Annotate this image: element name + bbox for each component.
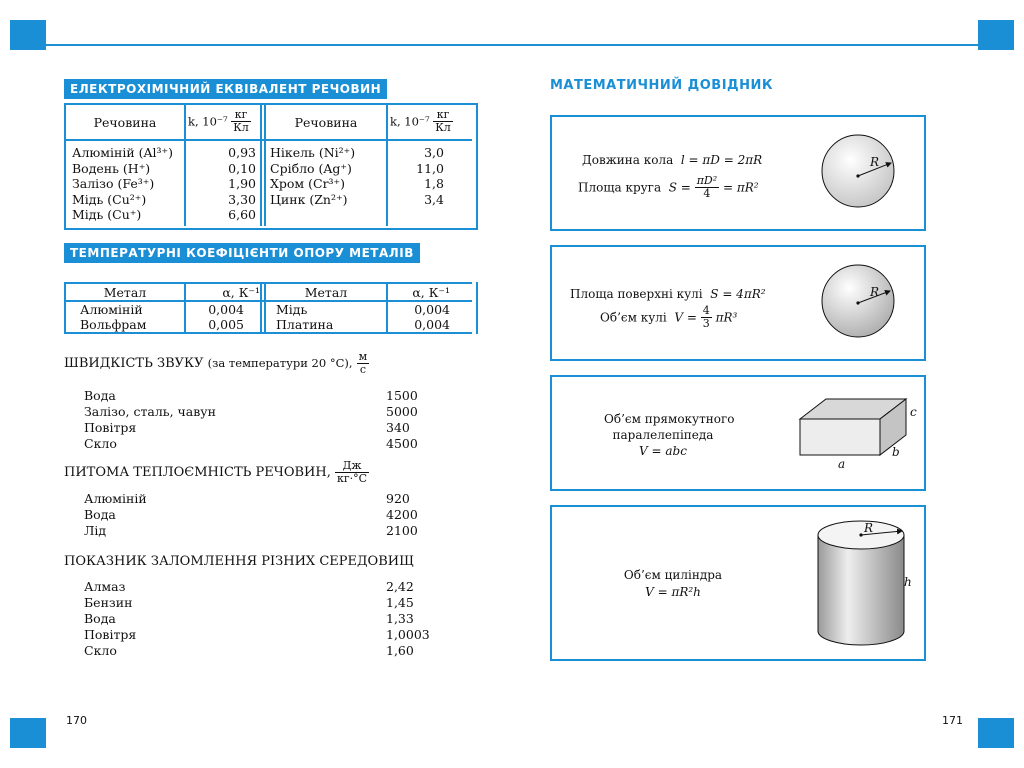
table-cell: Водень (H⁺)	[72, 160, 151, 176]
table-cell: Нікель (Ni²⁺)	[270, 145, 356, 160]
list-item: Вода 1500	[84, 388, 418, 403]
table2-heading: ТЕМПЕРАТУРНІ КОЕФІЦІЄНТИ ОПОРУ МЕТАЛІВ	[64, 243, 420, 263]
cylinder-text: Об’єм циліндра V = πR²h	[623, 568, 723, 599]
edge-c-label: c	[910, 405, 917, 419]
resistance-table	[64, 282, 478, 334]
electrochem-table	[64, 103, 478, 230]
circle-area-text: Площа круга S = $\frac{\text{πD²}}{4}$ = πR²	[578, 174, 759, 200]
sphere-figure	[818, 261, 898, 341]
table1-right-names	[270, 145, 355, 207]
corner-block-top-right	[978, 20, 1014, 50]
sound-list	[84, 388, 418, 452]
refraction-list	[84, 579, 430, 659]
list-item: Скло 1,60	[84, 643, 414, 658]
table-cell: Мідь (Cu⁺)	[72, 207, 142, 222]
col-header-k: k, 10⁻⁷ $\frac{кг}{Кл}$	[188, 108, 249, 134]
corner-block-bottom-right	[978, 718, 1014, 748]
cylinder-height-label: h	[904, 575, 912, 589]
list-item: Повітря 1,0003	[84, 627, 430, 642]
circle-length-text: Довжина кола l = πD = 2πR	[582, 153, 763, 167]
table1-heading: ЕЛЕКТРОХІМІЧНИЙ ЕКВІВАЛЕНТ РЕЧОВИН	[64, 79, 387, 99]
circle-radius-label: R	[870, 155, 880, 169]
corner-block-top-left	[10, 20, 46, 50]
col-header-alpha-2: α, К⁻¹	[412, 285, 450, 300]
sphere-surface-text: Площа поверхні кулі S = 4πR²	[570, 287, 766, 301]
heat-list	[84, 491, 418, 539]
list-item: Вода 1,33	[84, 611, 414, 626]
table-cell: 0,004	[208, 302, 244, 317]
col-header-metal: Метал	[103, 285, 147, 300]
sound-heading: ШВИДКІСТЬ ЗВУКУ (за температури 20 °C), $\frac{м}{с}$	[64, 350, 368, 376]
col-header-substance: Речовина	[93, 115, 157, 130]
table-cell: Платина	[276, 317, 334, 332]
table-cell: 3,0	[424, 145, 444, 160]
table-cell: 3,30	[228, 191, 256, 207]
table-cell: 1,8	[424, 176, 444, 191]
math-heading: МАТЕМАТИЧНИЙ ДОВІДНИК	[550, 78, 774, 93]
list-item: Вода 4200	[84, 507, 418, 522]
table-cell: Срібло (Ag⁺)	[270, 160, 352, 176]
edge-a-label: a	[838, 457, 846, 471]
col-header-substance-2: Речовина	[294, 115, 358, 130]
cuboid-text: Об’єм прямокутного паралелепіпеда V = abc	[604, 412, 735, 458]
table-cell: Мідь (Cu²⁺)	[72, 191, 147, 207]
heat-heading: ПИТОМА ТЕПЛОЄМНІСТЬ РЕЧОВИН, $\frac{Дж}{кг\cdot^\circ C}$	[64, 459, 368, 485]
list-item: Бензин 1,45	[84, 595, 414, 610]
table-cell: Цинк (Zn²⁺)	[270, 191, 348, 207]
refraction-heading: ПОКАЗНИК ЗАЛОМЛЕННЯ РІЗНИХ СЕРЕДОВИЩ	[64, 554, 414, 569]
table-cell: 6,60	[228, 207, 256, 222]
table1-left-values	[190, 145, 256, 223]
table-cell: 0,004	[414, 302, 450, 317]
sphere-volume-text: Об’єм кулі V = $\frac{4}{3}$ πR³	[600, 304, 738, 330]
cylinder-figure	[816, 517, 906, 649]
list-item: Алмаз 2,42	[84, 579, 414, 594]
table1-left-names	[72, 145, 173, 223]
sphere-radius-label: R	[870, 285, 880, 299]
col-header-metal-2: Метал	[304, 285, 348, 300]
sphere-card	[550, 245, 926, 361]
table-cell: 1,90	[228, 176, 256, 191]
table-cell: 0,004	[414, 317, 450, 332]
corner-block-bottom-left	[10, 718, 46, 748]
circle-card	[550, 115, 926, 231]
table-cell: 3,4	[424, 191, 444, 207]
table-cell: Алюміній	[80, 302, 143, 317]
list-item: Алюміній 920	[84, 491, 410, 506]
table-cell: Мідь	[276, 302, 308, 317]
table-cell: Хром (Cr³⁺)	[270, 176, 346, 191]
table-cell: Залізо (Fe³⁺)	[72, 176, 155, 191]
table-cell: 0,93	[228, 145, 256, 160]
cuboid-card	[550, 375, 926, 491]
table-cell: 11,0	[416, 160, 444, 176]
list-item: Лід 2100	[84, 523, 418, 538]
table-cell: Алюміній (Al³⁺)	[72, 145, 174, 160]
list-item: Скло 4500	[84, 436, 418, 451]
col-header-k-2: k, 10⁻⁷ $\frac{кг}{Кл}$	[390, 108, 451, 134]
edge-b-label: b	[892, 445, 900, 459]
table-cell: 0,005	[208, 317, 244, 332]
page-number-left: 170	[66, 714, 87, 727]
list-item: Повітря 340	[84, 420, 410, 435]
table-cell: Вольфрам	[80, 317, 147, 332]
table1-right-values	[390, 145, 444, 207]
cylinder-card	[550, 505, 926, 661]
list-item: Залізо, сталь, чавун 5000	[84, 404, 418, 419]
page-number-right: 171	[942, 714, 963, 727]
cylinder-radius-label: R	[864, 521, 874, 535]
top-rule	[46, 44, 978, 46]
table-cell: 0,10	[228, 160, 256, 176]
col-header-alpha: α, К⁻¹	[222, 285, 260, 300]
circle-figure	[818, 131, 898, 211]
